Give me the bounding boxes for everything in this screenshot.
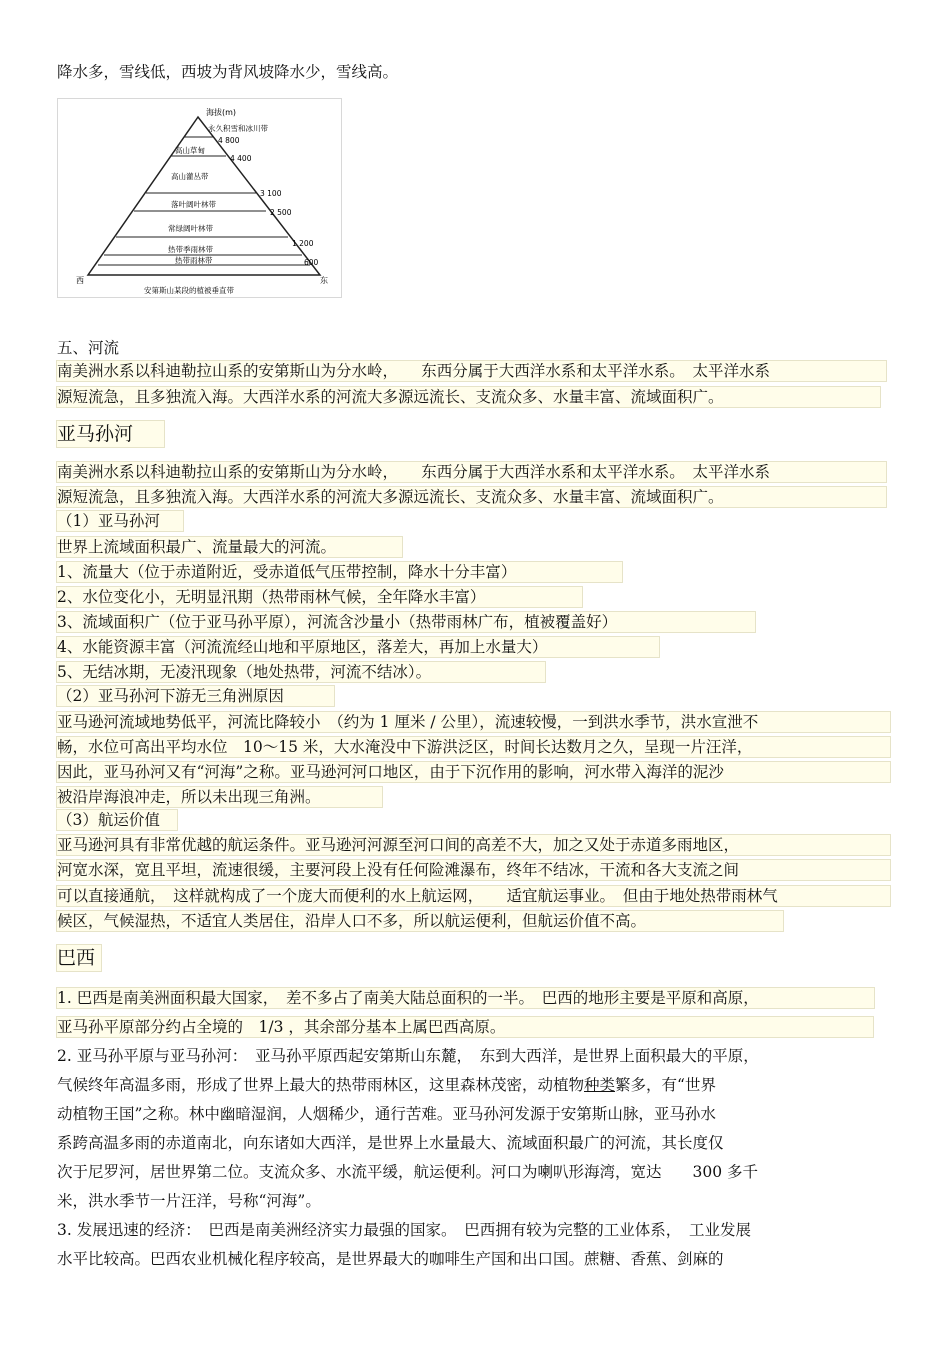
vegetation-pyramid: [58, 99, 341, 297]
axis-label: 海拔(m): [206, 108, 237, 117]
brazil-line: 米，洪水季节一片汪洋，号称“河海”。: [57, 1192, 321, 1210]
brazil-line: [57, 1075, 716, 1095]
vegetation-zone-figure: [57, 98, 342, 298]
amazon-sub3-line: 亚马逊河具有非常优越的航运条件。亚马逊河河源至河口间的高差不大，加之又处于赤道多雨地区，: [57, 835, 890, 855]
brazil-line: 次于尼罗河，居世界第二位。支流众多、水流平缓，航运便利。河口为喇叭形海湾，宽达 300 多千: [57, 1163, 759, 1181]
amazon-sub3-line: 可以直接通航， 这样就构成了一个庞大而便利的水上航运网， 适宜航运事业。 但由于地处热带雨林气: [57, 886, 890, 906]
section5-para-line: 南美洲水系以科迪勒拉山系的安第斯山为分水岭， 东西分属于大西洋水系和太平洋水系。 太平洋水系: [57, 361, 886, 381]
zone-label-4: 落叶阔叶林带: [171, 200, 216, 209]
amazon-sub1-intro: 世界上流域面积最广、流量最大的河流。: [57, 537, 402, 557]
zone-label-2: 高山草甸: [175, 146, 205, 155]
elev-label-1: 4 800: [218, 136, 240, 145]
zone-label-1: 永久积雪和冰川带: [208, 124, 268, 133]
amazon-sub1: （1）亚马孙河: [57, 511, 183, 531]
amazon-para-line: 源短流急，且多独流入海。大西洋水系的河流大多源远流长、支流众多、水量丰富、流域面积广。: [57, 487, 886, 507]
amazon-sub2-line: 亚马逊河流域地势低平，河流比降较小 （约为 1 厘米 / 公里），流速较慢，一到洪水季节，洪水宣泄不: [57, 712, 890, 732]
amazon-sub2-line: 畅，水位可高出平均水位 10～15 米，大水淹没中下游洪泛区，时间长达数月之久，呈现一片汪洋，: [57, 737, 890, 757]
brazil-title: 巴西: [57, 945, 101, 971]
elev-label-6: 600: [304, 258, 319, 267]
elev-label-5: 1 200: [292, 239, 314, 248]
figure-caption: 安第斯山某段的植被垂直带: [144, 286, 234, 295]
underlined-word: 种类: [584, 1076, 616, 1094]
brazil-line: 3. 发展迅速的经济： 巴西是南美洲经济实力最强的国家。 巴西拥有较为完整的工业体系， 工业发展: [57, 1221, 751, 1239]
zone-label-5: 常绿阔叶林带: [168, 224, 213, 233]
elev-label-4: 2 500: [270, 208, 292, 217]
amazon-sub3-line: 河宽水深，宽且平坦，流速很缓，主要河段上没有任何险滩瀑布，终年不结冰，干流和各大支流之间: [57, 860, 890, 880]
amazon-sub2: （2）亚马孙河下游无三角洲原因: [57, 686, 334, 706]
brazil-line-part: 气候终年高温多雨，形成了世界上最大的热带雨林区，这里森林茂密，动植物: [57, 1076, 585, 1094]
zone-label-6: 热带季雨林带: [168, 245, 213, 254]
amazon-para-line: 南美洲水系以科迪勒拉山系的安第斯山为分水岭， 东西分属于大西洋水系和太平洋水系。 太平洋水系: [57, 462, 886, 482]
intro-line: 降水多，雪线低，西坡为背风坡降水少，雪线高。: [57, 63, 399, 81]
brazil-line: 系跨高温多雨的赤道南北，向东诸如大西洋，是世界上水量最大、流域面积最广的河流，其长度仅: [57, 1134, 724, 1152]
amazon-point: 4、水能资源丰富（河流流经山地和平原地区，落差大，再加上水量大）: [57, 637, 659, 657]
brazil-line: 动植物王国”之称。林中幽暗湿润，人烟稀少，通行苦难。亚马孙河发源于安第斯山脉，亚马孙水: [57, 1105, 716, 1123]
elev-label-2: 4 400: [230, 154, 252, 163]
amazon-point: 3、流域面积广（位于亚马孙平原），河流含沙量小（热带雨林广布，植被覆盖好）: [57, 612, 755, 632]
brazil-line-part: 繁多，有“世界: [615, 1076, 716, 1094]
zone-label-7: 热带雨林带: [175, 256, 213, 265]
amazon-point: 2、水位变化小，无明显汛期（热带雨林气候，全年降水丰富）: [57, 587, 582, 607]
east-label: 东: [320, 276, 328, 285]
brazil-line: 亚马孙平原部分约占全境的 1/3 ，其余部分基本上属巴西高原。: [57, 1017, 873, 1037]
west-label: 西: [76, 276, 84, 285]
amazon-point: 5、无结冰期，无凌汛现象（地处热带，河流不结冰）。: [57, 662, 545, 682]
amazon-sub2-line: 被沿岸海浪冲走，所以未出现三角洲。: [57, 787, 382, 807]
amazon-point: 1、流量大（位于赤道附近，受赤道低气压带控制，降水十分丰富）: [57, 562, 622, 582]
brazil-line: 水平比较高。巴西农业机械化程序较高，是世界最大的咖啡生产国和出口国。蔗糖、香蕉、剑麻的: [57, 1250, 724, 1268]
zone-label-3: 高山灌丛带: [171, 172, 209, 181]
brazil-line: 1. 巴西是南美洲面积最大国家， 差不多占了南美大陆总面积的一半。 巴西的地形主要是平原和高原，: [57, 988, 874, 1008]
amazon-title: 亚马孙河: [57, 421, 164, 447]
amazon-sub3-line: 候区，气候湿热，不适宜人类居住，沿岸人口不多，所以航运便利，但航运价值不高。: [57, 911, 783, 931]
section5-heading: 五、河流: [57, 339, 120, 357]
section5-para-line: 源短流急，且多独流入海。大西洋水系的河流大多源远流长、支流众多、水量丰富、流域面积广。: [57, 387, 880, 407]
amazon-sub3: （3）航运价值: [57, 810, 177, 830]
amazon-sub2-line: 因此，亚马孙河又有“河海”之称。亚马逊河河口地区，由于下沉作用的影响，河水带入海洋的泥沙: [57, 762, 890, 782]
brazil-line: 2. 亚马孙平原与亚马孙河： 亚马孙平原西起安第斯山东麓， 东到大西洋，是世界上面积最大的平原，: [57, 1047, 759, 1065]
elev-label-3: 3 100: [260, 189, 282, 198]
